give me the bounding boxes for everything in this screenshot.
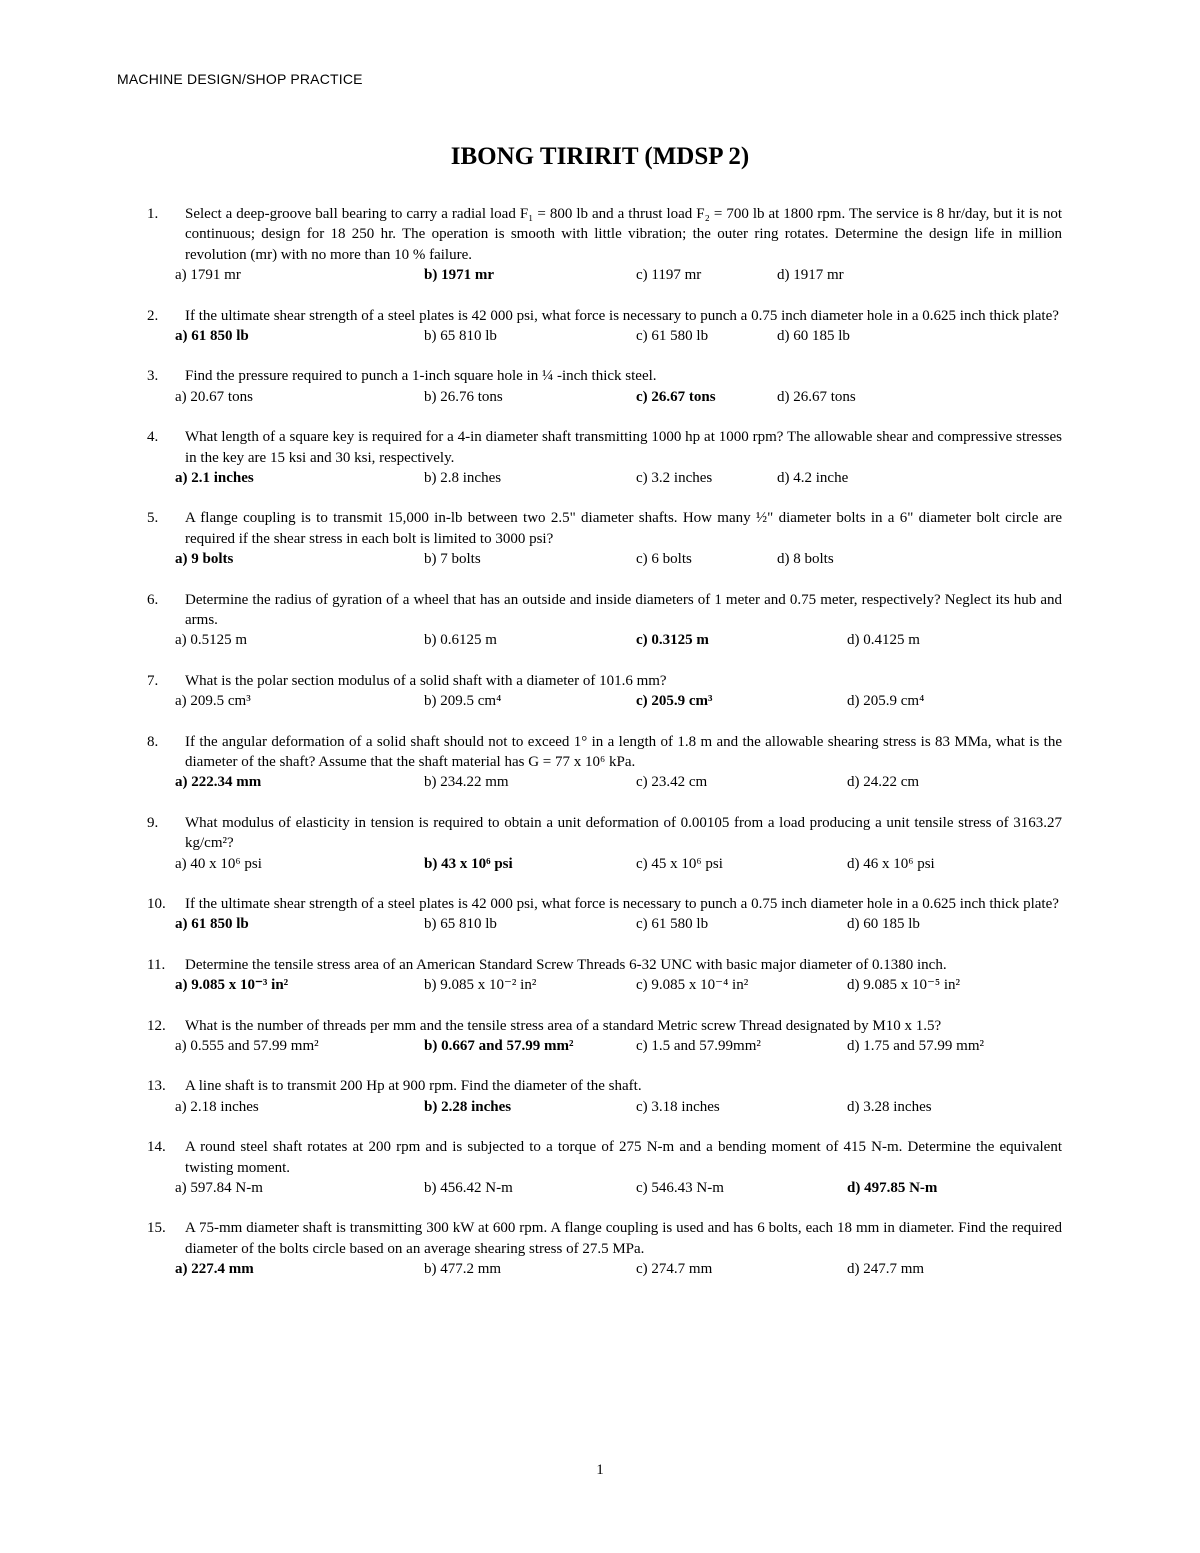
- answer-choice: a) 40 x 10⁶ psi: [175, 855, 262, 872]
- page-number: 1: [596, 1462, 604, 1478]
- answer-choice: a) 0.555 and 57.99 mm²: [175, 1038, 319, 1055]
- question-text: What length of a square key is required for a 4-in diameter shaft transmitting 1000 hp at 1000 rpm? The allowable shear and compressive stresses in the key are 15 ksi and 30 ksi, respectively.: [185, 429, 1062, 466]
- answer-choices: [175, 772, 1062, 792]
- answer-choice: c) 274.7 mm: [636, 1261, 713, 1278]
- question-number: 5.: [147, 510, 159, 527]
- question-number: 15.: [147, 1220, 166, 1237]
- answer-choices: [175, 549, 1062, 569]
- answer-choice-correct: b) 43 x 10⁶ psi: [424, 855, 513, 872]
- question-item: [147, 732, 1062, 793]
- question-item: [147, 427, 1062, 488]
- answer-choice: b) 0.6125 m: [424, 632, 497, 649]
- answer-choice-correct: a) 2.1 inches: [175, 470, 254, 487]
- question-number: 8.: [147, 733, 159, 750]
- answer-choice: c) 9.085 x 10⁻⁴ in²: [636, 977, 749, 994]
- answer-choice: c) 3.2 inches: [636, 470, 713, 487]
- answer-choice: d) 3.28 inches: [847, 1098, 932, 1115]
- question-number: 4.: [147, 429, 159, 446]
- answer-choice: c) 3.18 inches: [636, 1098, 720, 1115]
- question-text: A 75-mm diameter shaft is transmitting 300 kW at 600 rpm. A flange coupling is used and has 6 bolts, each 18 mm in diameter. Find the required diameter of the bolts circle based on an average shearing stress of 27.5 MPa.: [185, 1220, 1062, 1257]
- question-item: [147, 204, 1062, 286]
- question-number: 13.: [147, 1078, 166, 1095]
- page-title: IBONG TIRIRIT (MDSP 2): [450, 143, 750, 170]
- answer-choice: a) 597.84 N-m: [175, 1180, 263, 1197]
- answer-choices: [175, 326, 1062, 346]
- answer-choice: d) 1.75 and 57.99 mm²: [847, 1038, 984, 1055]
- question-text: A round steel shaft rotates at 200 rpm and is subjected to a torque of 275 N-m and a bending moment of 415 N-m. Determine the equivalent twisting moment.: [185, 1139, 1062, 1176]
- question-text: Determine the radius of gyration of a wheel that has an outside and inside diameters of 1 meter and 0.75 meter, respectively? Neglect its hub and arms.: [185, 591, 1062, 629]
- answer-choice: c) 23.42 cm: [636, 774, 708, 791]
- question-text: If the ultimate shear strength of a steel plates is 42 000 psi, what force is necessary to punch a 0.75 inch diameter hole in a 0.625 inch thick plate?: [185, 896, 1059, 913]
- answer-choice: b) 456.42 N-m: [424, 1180, 513, 1197]
- question-item: [147, 590, 1062, 651]
- answer-choice: b) 209.5 cm⁴: [424, 693, 502, 710]
- question-text: Find the pressure required to punch a 1-inch square hole in ¼ -inch thick steel.: [185, 368, 657, 385]
- answer-choice: c) 1197 mr: [636, 267, 702, 284]
- answer-choice: d) 0.4125 m: [847, 632, 920, 649]
- question-text: If the ultimate shear strength of a steel plates is 42 000 psi, what force is necessary to punch a 0.75 inch diameter hole in a 0.625 inch thick plate?: [185, 307, 1059, 324]
- question-number: 6.: [147, 591, 159, 608]
- answer-choice-correct: a) 222.34 mm: [175, 774, 262, 791]
- question-item: [147, 894, 1062, 935]
- answer-choice: a) 0.5125 m: [175, 632, 248, 649]
- answer-choice: b) 9.085 x 10⁻² in²: [424, 977, 537, 994]
- answer-choice-correct: c) 0.3125 m: [636, 632, 709, 649]
- answer-choice: d) 8 bolts: [777, 551, 834, 568]
- answer-choice-correct: c) 26.67 tons: [636, 388, 716, 405]
- answer-choices: [175, 630, 1062, 650]
- question-item: [147, 1076, 1062, 1117]
- page-header: MACHINE DESIGN/SHOP PRACTICE: [117, 71, 363, 87]
- answer-choice: b) 65 810 lb: [424, 916, 497, 933]
- question-number: 12.: [147, 1017, 166, 1034]
- answer-choice: a) 2.18 inches: [175, 1098, 259, 1115]
- answer-choice: d) 247.7 mm: [847, 1261, 925, 1278]
- answer-choice: d) 9.085 x 10⁻⁵ in²: [847, 977, 961, 994]
- answer-choices: [175, 854, 1062, 874]
- question-item: [147, 1016, 1062, 1057]
- question-text: What modulus of elasticity in tension is required to obtain a unit deformation of 0.00105 from a load producing a unit tensile stress of 3163.27 kg/cm²?: [185, 814, 1062, 852]
- answer-choice: b) 2.8 inches: [424, 470, 502, 487]
- question-item: [147, 1137, 1062, 1198]
- question-list: [147, 204, 1062, 1300]
- answer-choices: [175, 1036, 1062, 1056]
- question-item: [147, 813, 1062, 874]
- answer-choices: [175, 975, 1062, 995]
- question-number: 7.: [147, 672, 159, 689]
- answer-choices: [175, 1097, 1062, 1117]
- question-number: 3.: [147, 368, 159, 385]
- answer-choice: d) 46 x 10⁶ psi: [847, 855, 935, 872]
- answer-choice-correct: a) 61 850 lb: [175, 916, 249, 933]
- answer-choice: c) 45 x 10⁶ psi: [636, 855, 723, 872]
- answer-choice-correct: b) 2.28 inches: [424, 1098, 512, 1115]
- answer-choice: d) 60 185 lb: [847, 916, 920, 933]
- answer-choice: d) 4.2 inche: [777, 470, 849, 487]
- answer-choice: b) 26.76 tons: [424, 388, 503, 405]
- answer-choice: c) 6 bolts: [636, 551, 692, 568]
- question-text: Determine the tensile stress area of an American Standard Screw Threads 6-32 UNC with basic major diameter of 0.1380 inch.: [185, 956, 947, 973]
- question-number: 14.: [147, 1139, 166, 1156]
- answer-choice: c) 61 580 lb: [636, 328, 709, 345]
- answer-choice: d) 24.22 cm: [847, 774, 920, 791]
- question-text: If the angular deformation of a solid shaft should not to exceed 1° in a length of 1.8 m and the allowable shearing stress is 83 MMa, what is the diameter of the shaft? Assume that the shaft material has G = 77 x 10⁶ kPa.: [185, 733, 1062, 771]
- answer-choice-correct: b) 0.667 and 57.99 mm²: [424, 1038, 574, 1055]
- answer-choice: a) 20.67 tons: [175, 388, 253, 405]
- answer-choice: c) 546.43 N-m: [636, 1180, 724, 1197]
- answer-choice: a) 1791 mr: [175, 267, 241, 284]
- question-item: [147, 366, 1062, 407]
- question-number: 10.: [147, 896, 166, 913]
- answer-choice: d) 26.67 tons: [777, 388, 856, 405]
- question-number: 11.: [147, 956, 166, 973]
- answer-choices: [175, 691, 1062, 711]
- question-text: What is the number of threads per mm and the tensile stress area of a standard Metric screw Thread designated by M10 x 1.5?: [185, 1017, 942, 1034]
- answer-choice: c) 61 580 lb: [636, 916, 709, 933]
- answer-choices: [175, 914, 1062, 934]
- question-text: What is the polar section modulus of a solid shaft with a diameter of 101.6 mm?: [185, 672, 667, 689]
- answer-choice: a) 209.5 cm³: [175, 693, 251, 710]
- question-item: [147, 508, 1062, 569]
- answer-choice: d) 1917 mr: [777, 267, 844, 284]
- question-item: [147, 671, 1062, 712]
- question-item: [147, 306, 1062, 347]
- question-item: [147, 955, 1062, 996]
- answer-choice-correct: a) 227.4 mm: [175, 1261, 254, 1278]
- question-text: Select a deep-groove ball bearing to carry a radial load F₁ = 800 lb and a thrust load F₂ = 700 lb at 1800 rpm. The service is 8 hr/day, but it is not continuous; design for 18 250 hr. The operation is smooth with little vibration; the outer ring rotates. Determine the design life in million revolution (mr) with no more than 10 % failure.: [185, 206, 1062, 263]
- question-number: 1.: [147, 206, 159, 222]
- answer-choice: d) 205.9 cm⁴: [847, 693, 925, 710]
- answer-choices: [175, 387, 1062, 407]
- answer-choice-correct: d) 497.85 N-m: [847, 1180, 938, 1197]
- answer-choice: d) 60 185 lb: [777, 328, 850, 345]
- answer-choice: c) 1.5 and 57.99mm²: [636, 1038, 761, 1055]
- answer-choices: [175, 1178, 1062, 1198]
- answer-choice-correct: c) 205.9 cm³: [636, 693, 713, 710]
- question-item: [147, 1218, 1062, 1279]
- answer-choice-correct: a) 9 bolts: [175, 551, 234, 568]
- question-text: A flange coupling is to transmit 15,000 in-lb between two 2.5" diameter shafts. How many ½" diameter bolts in a 6" diameter bolt circle are required if the shear stress in each bolt is limited to 3000 psi?: [185, 510, 1062, 547]
- answer-choice: b) 7 bolts: [424, 551, 481, 568]
- answer-choices: [175, 468, 1062, 488]
- answer-choice-correct: b) 1971 mr: [424, 267, 494, 284]
- answer-choice-correct: a) 9.085 x 10⁻³ in²: [175, 977, 289, 994]
- question-number: 2.: [147, 307, 159, 324]
- answer-choice: b) 234.22 mm: [424, 774, 509, 791]
- answer-choices: [175, 1259, 1062, 1279]
- answer-choices: [175, 265, 1062, 285]
- answer-choice-correct: a) 61 850 lb: [175, 328, 249, 345]
- question-text: A line shaft is to transmit 200 Hp at 900 rpm. Find the diameter of the shaft.: [185, 1078, 642, 1095]
- answer-choice: b) 65 810 lb: [424, 328, 497, 345]
- answer-choice: b) 477.2 mm: [424, 1261, 502, 1278]
- question-number: 9.: [147, 814, 159, 831]
